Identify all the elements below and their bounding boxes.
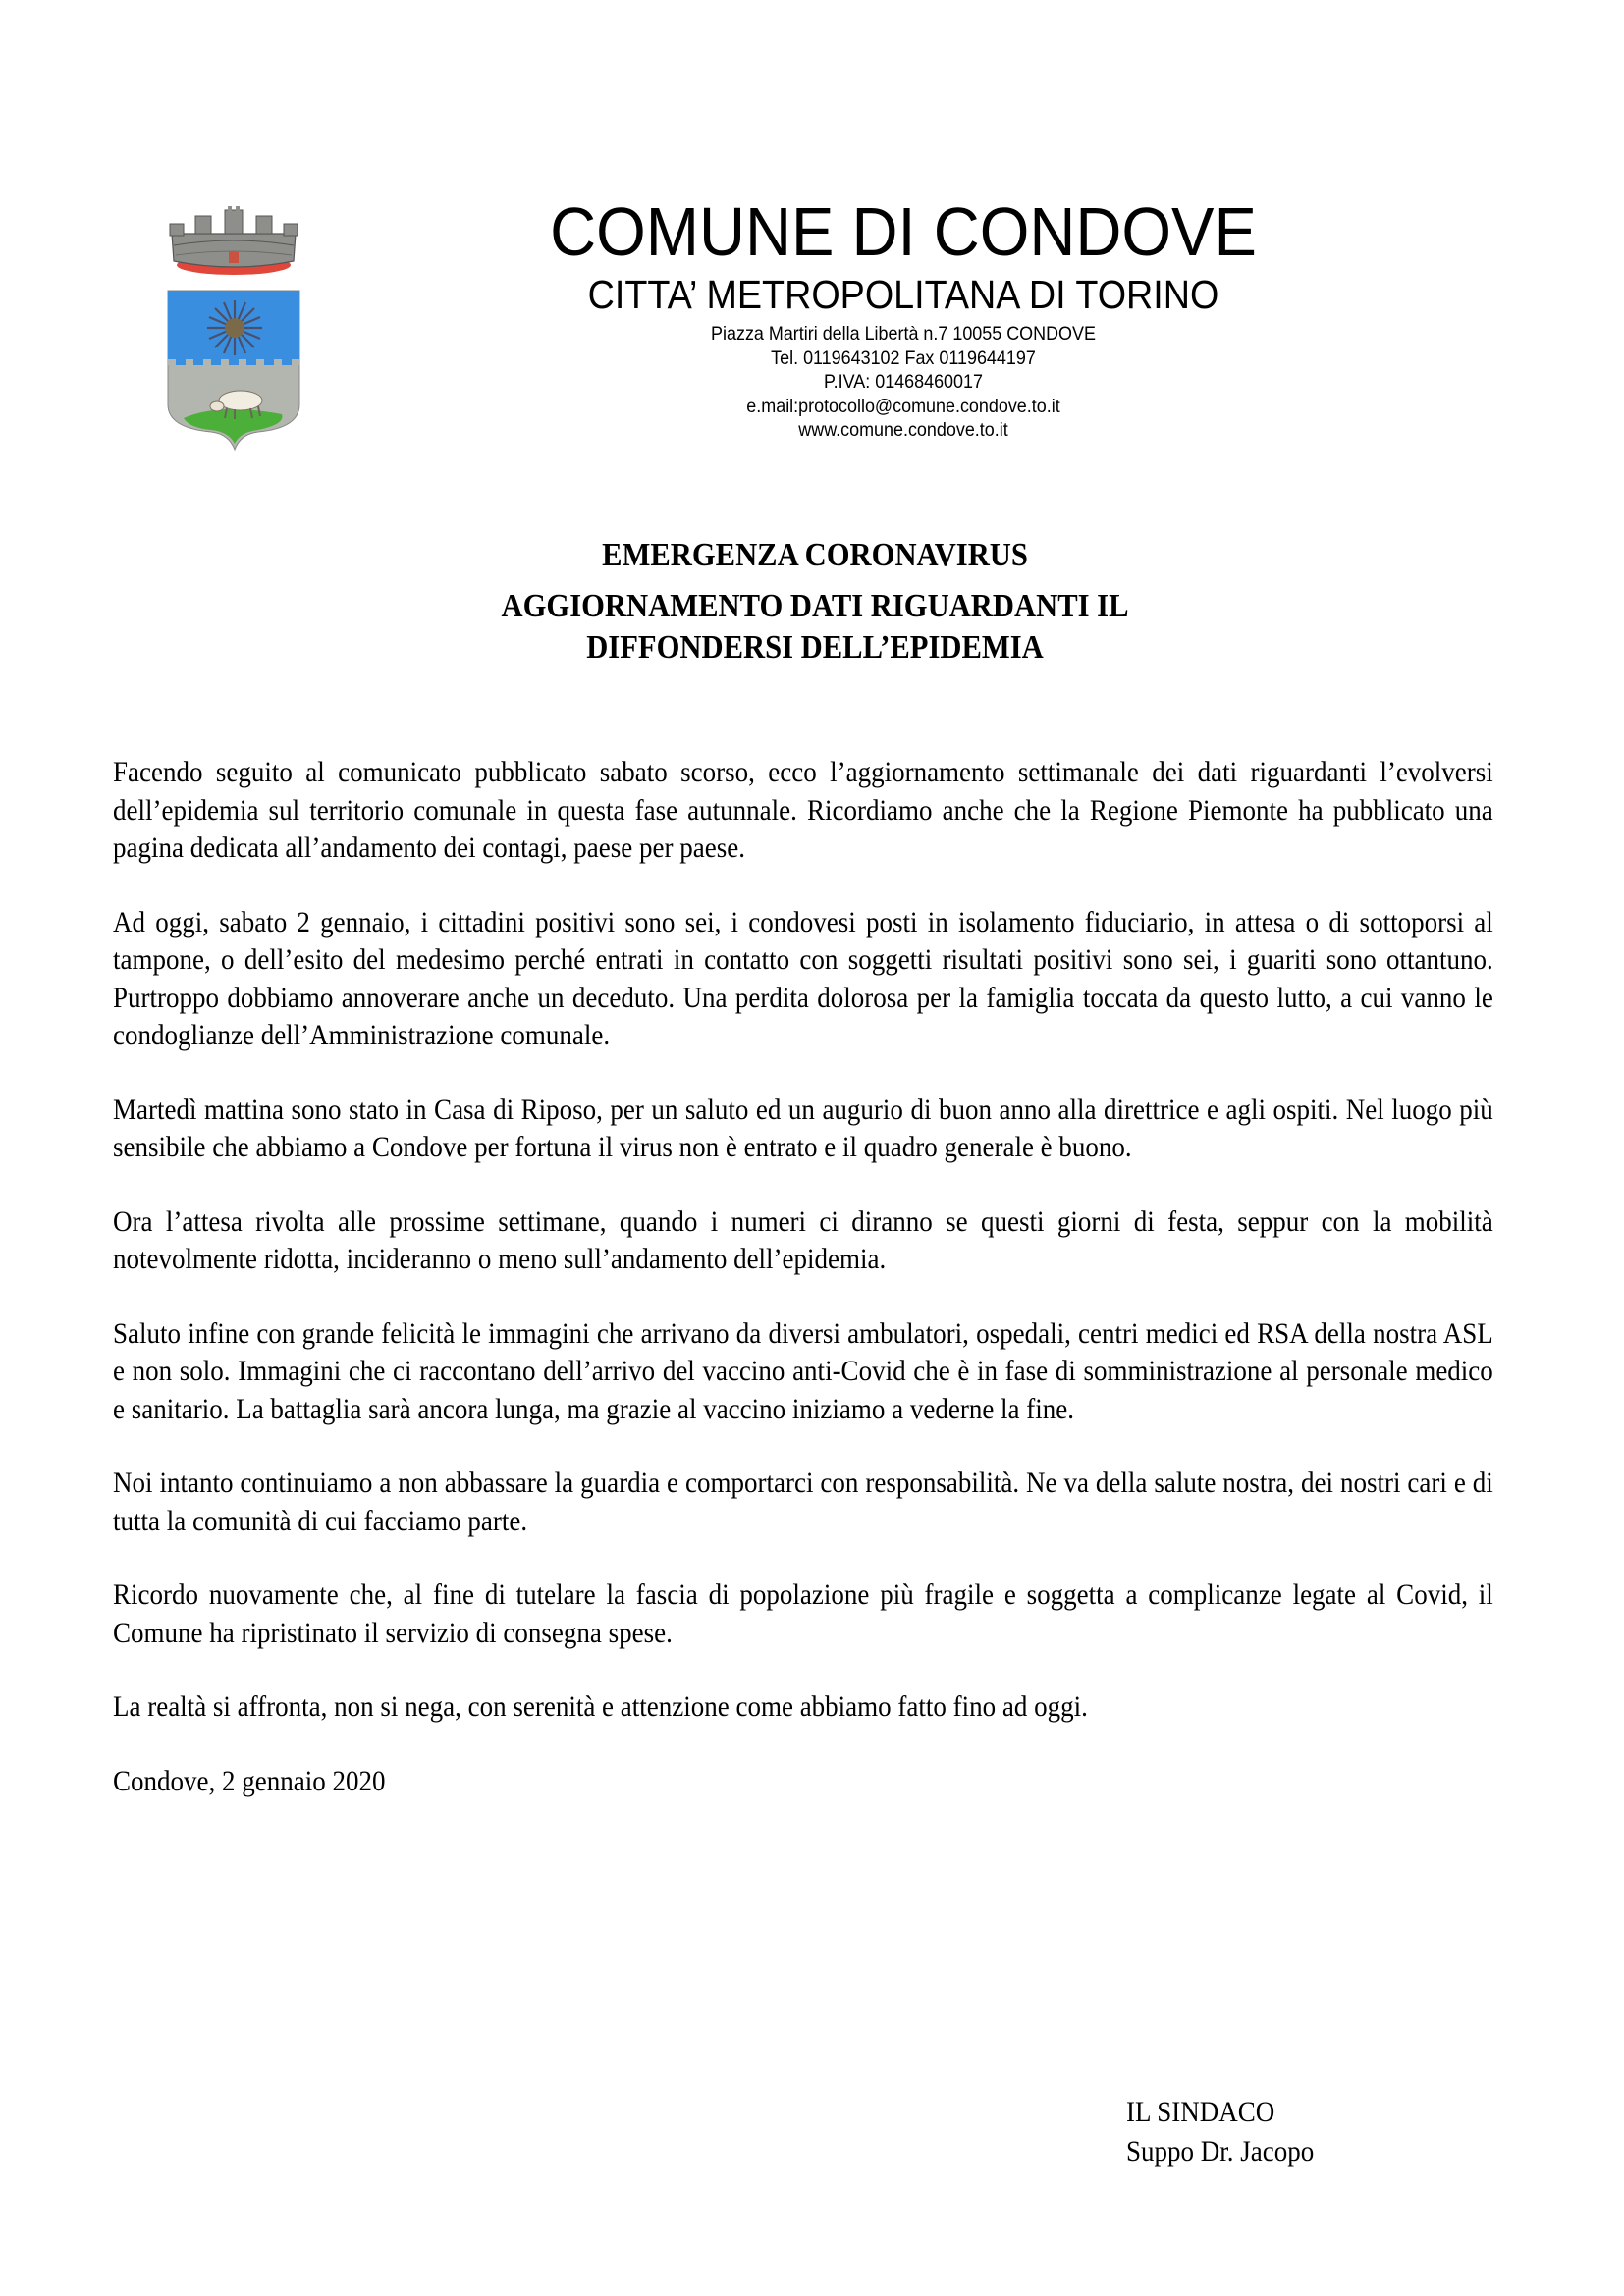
contact-block xyxy=(497,322,1310,443)
signature-title: IL SINDACO xyxy=(1126,2096,1275,2128)
paragraph: Noi intanto continuiamo a non abbassare la guardia e comportarci con responsabilità. Ne va della salute nostra, dei nostri cari e di tutta la comunità di cui facciamo parte. xyxy=(113,1467,1493,1537)
paragraph: Ora l’attesa rivolta alle prossime settimane, quando i numeri ci diranno se questi giorni di festa, seppur con la mobilità notevolmente ridotta, incideranno o meno sull’andamento dell’epidemia. xyxy=(113,1204,1493,1275)
paragraph: La realtà si affronta, non si nega, con serenità e attenzione come abbiamo fatto fino ad oggi. xyxy=(113,1690,1088,1723)
headline-line-1: EMERGENZA CORONAVIRUS xyxy=(602,537,1028,573)
signature-name: Suppo Dr. Jacopo xyxy=(1126,2135,1315,2167)
organization-subtitle: CITTA’ METROPOLITANA DI TORINO xyxy=(587,272,1219,317)
organization-name: COMUNE DI CONDOVE xyxy=(550,193,1257,270)
document-body xyxy=(113,754,1493,1800)
signature-block xyxy=(1126,2093,1314,2171)
date-line: Condove, 2 gennaio 2020 xyxy=(113,1764,386,1797)
paragraph: Ricordo nuovamente che, al fine di tutelare la fascia di popolazione più fragile e soggetta a complicanze legate al Covid, il Comune ha ripristinato il servizio di consegna spese. xyxy=(113,1578,1493,1649)
organization-header xyxy=(461,192,1345,443)
document-headline xyxy=(382,535,1248,668)
address-line: Piazza Martiri della Libertà n.7 10055 CONDOVE xyxy=(711,323,1096,345)
coat-of-arms-icon xyxy=(160,196,307,454)
email-line: e.mail:protocollo@comune.condove.to.it xyxy=(746,395,1060,417)
phone-fax-line: Tel. 0119643102 Fax 0119644197 xyxy=(771,347,1036,369)
paragraph: Saluto infine con grande felicità le immagini che arrivano da diversi ambulatori, ospedali, centri medici ed RSA della nostra ASL e non solo. Immagini che ci raccontano dell’arrivo del vaccino anti-Covid che è in fase di somministrazione al personale medico e sanitario. La battaglia sarà ancora lunga, ma grazie al vaccino iniziamo a vederne la fine. xyxy=(113,1316,1493,1425)
paragraph: Ad oggi, sabato 2 gennaio, i cittadini positivi sono sei, i condovesi posti in isolamento fiduciario, in attesa o di sottoporsi al tampone, o dell’esito del medesimo perché entrati in contatto con soggetti risultati positivi sono sei, i guariti sono ottantuno. Purtroppo dobbiamo annoverare anche un deceduto. Una perdita dolorosa per la famiglia toccata da questo lutto, a cui vanno le condoglianze dell’Amministrazione comunale. xyxy=(113,905,1493,1051)
website-line: www.comune.condove.to.it xyxy=(798,419,1008,441)
paragraph: Martedì mattina sono stato in Casa di Riposo, per un saluto ed un augurio di buon anno alla direttrice e agli ospiti. Nel luogo più sensibile che abbiamo a Condove per fortuna il virus non è entrato e il quadro generale è buono. xyxy=(113,1093,1493,1163)
headline-line-3: DIFFONDERSI DELL’EPIDEMIA xyxy=(586,629,1044,666)
paragraph: Facendo seguito al comunicato pubblicato sabato scorso, ecco l’aggiornamento settimanale dei dati riguardanti l’evolversi dell’epidemia sul territorio comunale in questa fase autunnale. Ricordiamo anche che la Regione Piemonte ha pubblicato una pagina dedicata all’andamento dei contagi, paese per paese. xyxy=(113,756,1493,864)
letterhead xyxy=(0,0,1624,471)
shield-icon xyxy=(168,291,299,450)
mural-crown-icon xyxy=(170,206,298,275)
vat-line: P.IVA: 01468460017 xyxy=(824,371,983,393)
sun-icon xyxy=(207,300,262,355)
headline-line-2: AGGIORNAMENTO DATI RIGUARDANTI IL xyxy=(501,588,1129,624)
